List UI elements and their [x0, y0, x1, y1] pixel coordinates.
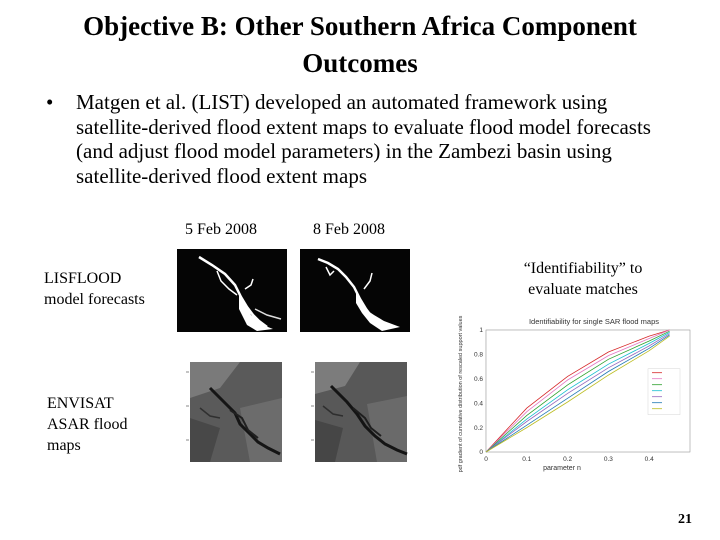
chart-y-tick-label: 0.6	[473, 376, 483, 383]
chart-y-tick-label: 0.2	[473, 424, 483, 432]
slide-title-line-1: Objective B: Other Southern Africa Component	[83, 11, 637, 41]
envisat-label-line-1: ENVISAT	[47, 395, 114, 412]
chart-x-tick-label: 0.3	[603, 456, 613, 463]
identifiability-label-line-2: evaluate matches	[528, 281, 638, 298]
chart-y-tick-label: 1	[479, 327, 483, 335]
slide-title	[0, 8, 720, 82]
slide-title-line-2: Outcomes	[302, 48, 418, 78]
chart-legend-box	[648, 369, 680, 415]
identifiability-label-line-1: “Identifiability” to	[523, 260, 643, 277]
chart-title: Identifiability for single SAR flood maps	[528, 317, 660, 326]
lisflood-label	[44, 268, 145, 310]
lisflood-label-line-2: model forecasts	[44, 291, 145, 308]
envisat-label-line-2: ASAR flood	[47, 416, 128, 433]
chart-x-tick-label: 0.2	[563, 456, 573, 463]
date-label-2: 8 Feb 2008	[313, 221, 385, 238]
chart-y-tick-label: 0.8	[473, 351, 483, 359]
chart-x-tick-label: 0	[484, 456, 488, 463]
chart-y-axis-label: pdf gradient of cumulative distribution of rescaled support values	[458, 315, 464, 473]
lisflood-label-line-1: LISFLOOD	[44, 270, 122, 287]
page-number: 21	[678, 512, 692, 527]
chart-x-axis-label: parameter n	[543, 465, 581, 472]
asar-map-5-feb	[180, 358, 284, 466]
date-label-1: 5 Feb 2008	[185, 221, 257, 238]
identifiability-label	[478, 258, 688, 300]
lisflood-map-5-feb	[177, 249, 287, 332]
envisat-label-line-3: maps	[47, 437, 81, 454]
lisflood-map-8-feb	[300, 249, 410, 332]
chart-x-tick-label: 0.1	[522, 456, 532, 463]
chart-y-tick-label: 0.4	[473, 400, 483, 408]
chart-legend	[648, 369, 680, 415]
chart-x-tick-label: 0.4	[644, 456, 654, 463]
bullet-text: Matgen et al. (LIST) developed an automated framework using satellite-derived flood extent maps to evaluate flood model forecasts (and adjust flood model parameters) in the Zambezi basin using satellite-derived flood extent maps	[76, 90, 651, 188]
asar-map-8-feb	[305, 358, 409, 466]
envisat-label	[47, 393, 127, 456]
identifiability-chart	[452, 312, 704, 474]
chart-y-tick-label: 0	[479, 449, 483, 457]
bullet-symbol: •	[46, 90, 54, 114]
